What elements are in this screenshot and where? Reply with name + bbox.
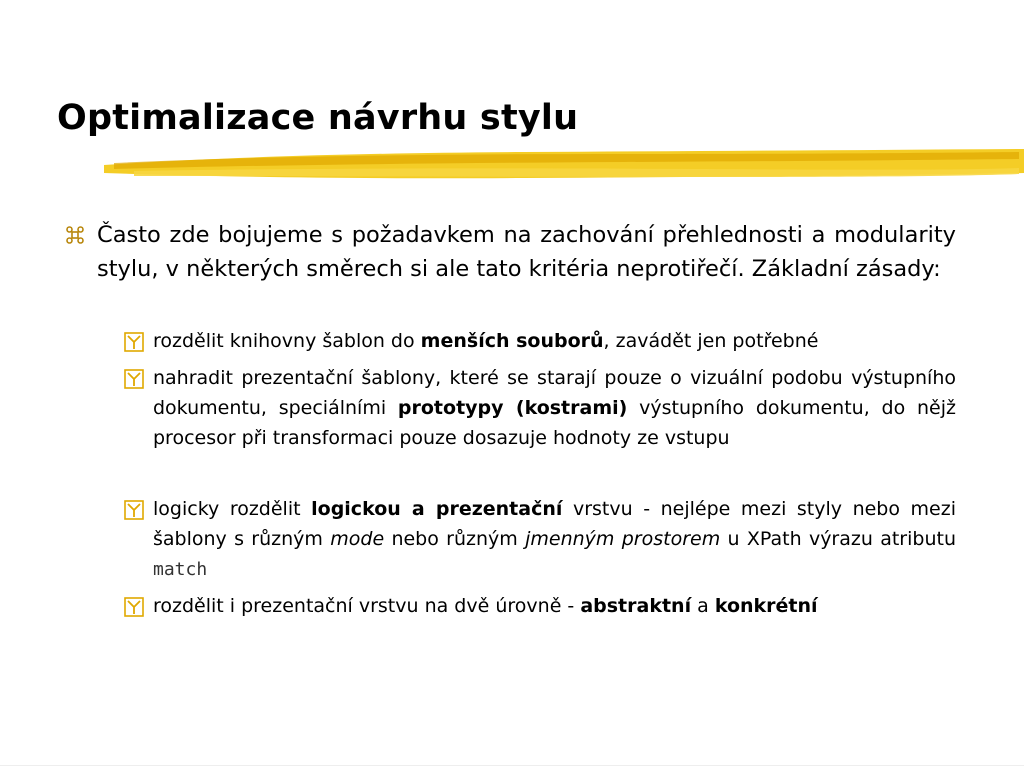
sub-bullet-3-text-c: nebo různým: [384, 528, 526, 550]
checkbox-y-icon: [124, 369, 144, 389]
sub-bullet-1-text-a: rozdělit knihovny šablon do: [153, 330, 421, 352]
sub-bullet-3-text-b: vrstvu - nejlépe mezi styly nebo mezi šablony s různým: [153, 498, 956, 550]
sub-bullet-4-bold-concrete: konkrétní: [714, 595, 818, 617]
sub-bullet-3-text-a: logicky rozdělit: [153, 498, 312, 520]
sub-bullet-1-bold: menších souborů: [420, 330, 604, 352]
title-brush-underline: [104, 143, 1024, 185]
main-bullet-text: Často zde bojujeme s požadavkem na zachování přehlednosti a modularity stylu, v některých směrech si ale tato kritéria neprotiřečí. Základní zásady:: [97, 222, 956, 282]
sub-bullet-4-text-a: rozdělit i prezentační vrstvu na dvě úrovně -: [153, 595, 581, 617]
sub-bullet-4-bold-abstract: abstraktní: [580, 595, 692, 617]
sub-bullet-1: [153, 326, 956, 356]
checkbox-y-icon: [124, 597, 144, 617]
sub-bullet-2-text-a: nahradit prezentační šablony, které se starají pouze o vizuální podobu výstupního dokumentu, speciálními: [153, 367, 956, 419]
sub-bullet-2-text-b: výstupního dokumentu, do nějž procesor při transformaci pouze dosazuje hodnoty ze vstupu: [153, 397, 956, 449]
sub-bullet-2: [153, 363, 956, 453]
sub-bullet-2-bold: prototypy (kostrami): [397, 397, 628, 419]
checkbox-y-icon: [124, 500, 144, 520]
sub-bullet-3-italic-namespace: jmenným prostorem: [525, 528, 721, 550]
sub-bullet-4-text-b: a: [691, 595, 715, 617]
sub-bullet-3: [153, 494, 956, 585]
sub-bullet-3-bold: logickou a prezentační: [311, 498, 563, 520]
sub-bullet-1-text-b: , zavádět jen potřebné: [603, 330, 819, 352]
checkbox-y-icon: [124, 332, 144, 352]
command-key-icon: [65, 225, 85, 245]
sub-bullet-3-code-match: match: [153, 559, 208, 580]
slide-title: Optimalizace návrhu stylu: [57, 98, 579, 138]
sub-bullet-3-italic-mode: mode: [330, 528, 385, 550]
sub-bullet-3-text-d: u XPath výrazu atributu: [720, 528, 956, 550]
sub-bullet-4: [153, 591, 956, 621]
slide-bottom-divider: [0, 765, 1024, 766]
